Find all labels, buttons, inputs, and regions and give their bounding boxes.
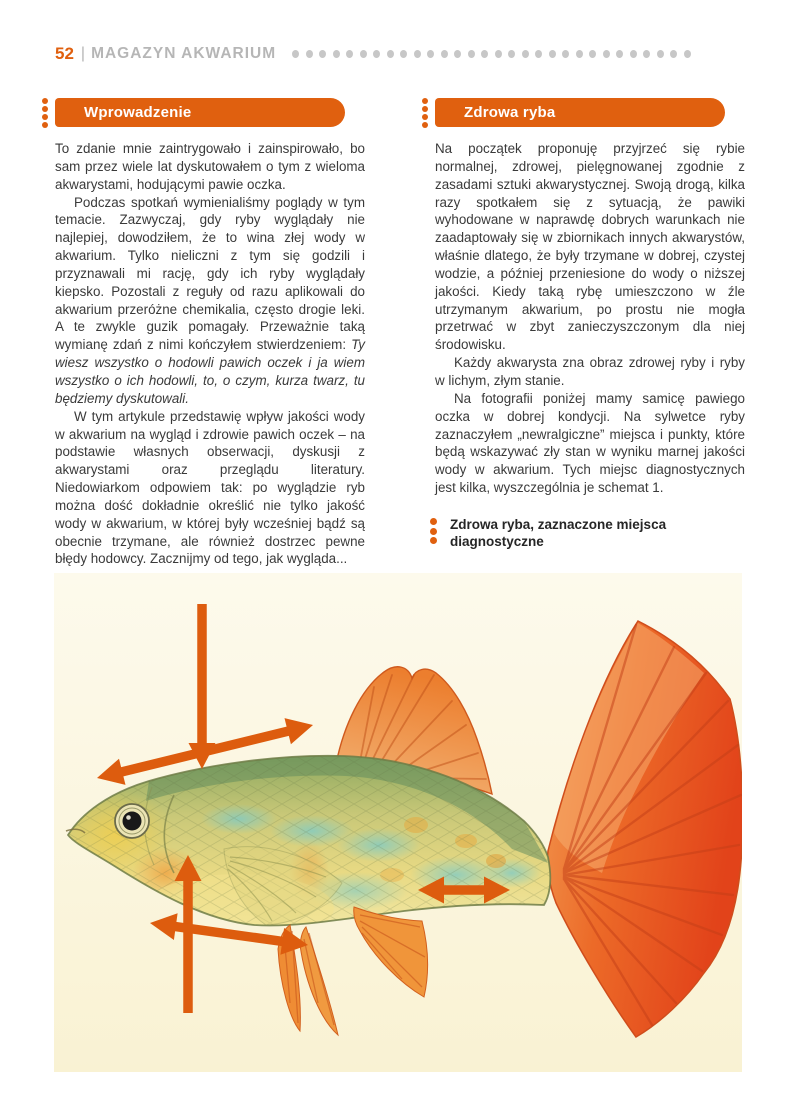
paragraph: Każdy akwarysta zna obraz zdrowej ryby i ryby w lichym, złym stanie. bbox=[435, 355, 745, 388]
page-number: 52 bbox=[55, 44, 74, 63]
paragraph: Na początek proponuję przyjrzeć się rybie normalnej, zdrowej, pielęgnowanej zgodnie z zasadami sztuki akwarystycznej. Swoją drogą, kilka razy spotkałem się z sytuacją, że pawiki wyhodowane w naprawdę dobrych warunkach nie zaadaptowały się w zbiornikach innych akwarystów, właśnie dlatego, że były trzymane w dobrej, czystej wodzie, a później przeniesione do wody o niższej jakości. Kiedy taką rybę umieszczono w źle utrzymanym akwarium, po prostu nie mogła przetrwać w zbyt zanieczyszczonym dla niej środowisku. bbox=[435, 141, 745, 353]
dot bbox=[306, 50, 313, 58]
section-bar bbox=[435, 98, 745, 127]
dot bbox=[292, 50, 299, 58]
dot bbox=[684, 50, 691, 58]
dot bbox=[430, 528, 437, 535]
paragraph-quote: Ty wiesz wszystko o hodowli pawich oczek i ja wiem wszystko o ich hodowli, to, o czym, kurza twarz, tu będziemy dyskutowali. bbox=[55, 337, 365, 406]
section-title-wprowadzenie: Wprowadzenie bbox=[55, 98, 345, 127]
dot bbox=[616, 50, 623, 58]
dot bbox=[441, 50, 448, 58]
pupil bbox=[123, 812, 142, 831]
healthy-text bbox=[435, 140, 745, 497]
dot bbox=[508, 50, 515, 58]
paragraph bbox=[55, 194, 365, 408]
dot bbox=[603, 50, 610, 58]
dot bbox=[42, 98, 48, 104]
section-bar bbox=[55, 98, 365, 127]
dot bbox=[562, 50, 569, 58]
paragraph-text: Podczas spotkań wymienialiśmy poglądy w tym temacie. Zazwyczaj, gdy ryby wyglądały nie najlepiej, dowodziłem, że to wina złej wody w akwarium. Tylko nieliczni z tym się godzili i przyznawali mi rację, gdy ich ryby wyglądały kiepsko. Pozostali z reguły od razu aplikowali do akwarium przeróżne chemikalia, często drogie leki. A te zwykle guzik pomagały. Przeważnie taką wymianę zdań z nimi kończyłem stwierdzeniem: bbox=[55, 194, 365, 353]
dot bbox=[422, 114, 428, 120]
section-bar-dots bbox=[42, 98, 48, 128]
dot bbox=[422, 106, 428, 112]
eye-highlight bbox=[126, 815, 131, 820]
section-title-zdrowa-ryba: Zdrowa ryba bbox=[435, 98, 725, 127]
caption-text: Zdrowa ryba, zaznaczone miejsca diagnostyczne bbox=[450, 517, 667, 549]
paragraph: Na fotografii poniżej mamy samicę pawiego oczka w dobrej kondycji. Na sylwetce ryby zaznaczyłem „newralgiczne” miejsca i punkty, które będą wskazywać zły stan w wyniku marnej jakości wody w akwarium. Tych miejsc diagnostycznych jest kilka, wyszczególnia je schemat 1. bbox=[435, 390, 745, 496]
caption-dots bbox=[430, 516, 437, 550]
header-dot-row bbox=[292, 50, 745, 58]
paragraph: To zdanie mnie zaintrygowało i zainspirowało, bo sam przez wiele lat dyskutowałem o tym z wieloma akwarystami, hodującymi pawie oczka. bbox=[55, 141, 365, 192]
figure-caption bbox=[430, 516, 730, 550]
dot bbox=[430, 518, 437, 525]
dot bbox=[522, 50, 529, 58]
section-zdrowa-ryba bbox=[435, 98, 745, 497]
dot bbox=[657, 50, 664, 58]
dot bbox=[422, 98, 428, 104]
dot bbox=[422, 122, 428, 128]
magazine-title: MAGAZYN AKWARIUM bbox=[91, 45, 277, 62]
dot bbox=[454, 50, 461, 58]
dot bbox=[576, 50, 583, 58]
fish-illustration bbox=[54, 573, 742, 1072]
dot bbox=[495, 50, 502, 58]
dot bbox=[643, 50, 650, 58]
intro-text bbox=[55, 140, 365, 568]
dot bbox=[400, 50, 407, 58]
section-wprowadzenie bbox=[55, 98, 365, 568]
dot bbox=[42, 114, 48, 120]
dot bbox=[427, 50, 434, 58]
dot bbox=[333, 50, 340, 58]
dot bbox=[387, 50, 394, 58]
dot bbox=[630, 50, 637, 58]
dot bbox=[535, 50, 542, 58]
dot bbox=[42, 122, 48, 128]
header-separator: | bbox=[80, 45, 86, 62]
paragraph: W tym artykule przedstawię wpływ jakości wody w akwarium na wygląd i zdrowie pawich oczek – na podstawie własnych obserwacji, dyskusji z akwarystami oraz przeglądu literatury. Niedowiarkom odpowiem tak: po wyglądzie ryb można dość dokładnie określić nie tylko jakość wody w akwarium, w której były wcześniej bądź są obecnie trzymane, ale również dostrzec pewne błędy hodowcy. Zacznijmy od tego, jak wygląda... bbox=[55, 408, 365, 567]
dot bbox=[589, 50, 596, 58]
dot bbox=[414, 50, 421, 58]
dot bbox=[360, 50, 367, 58]
dot bbox=[481, 50, 488, 58]
dot bbox=[549, 50, 556, 58]
page-header bbox=[55, 44, 745, 64]
dot bbox=[430, 537, 437, 544]
fish-eye bbox=[115, 804, 149, 838]
dot bbox=[346, 50, 353, 58]
dot bbox=[373, 50, 380, 58]
dot bbox=[670, 50, 677, 58]
fish-diagram-svg bbox=[54, 573, 742, 1072]
dot bbox=[319, 50, 326, 58]
dot bbox=[42, 106, 48, 112]
section-bar-dots bbox=[422, 98, 428, 128]
dot bbox=[468, 50, 475, 58]
